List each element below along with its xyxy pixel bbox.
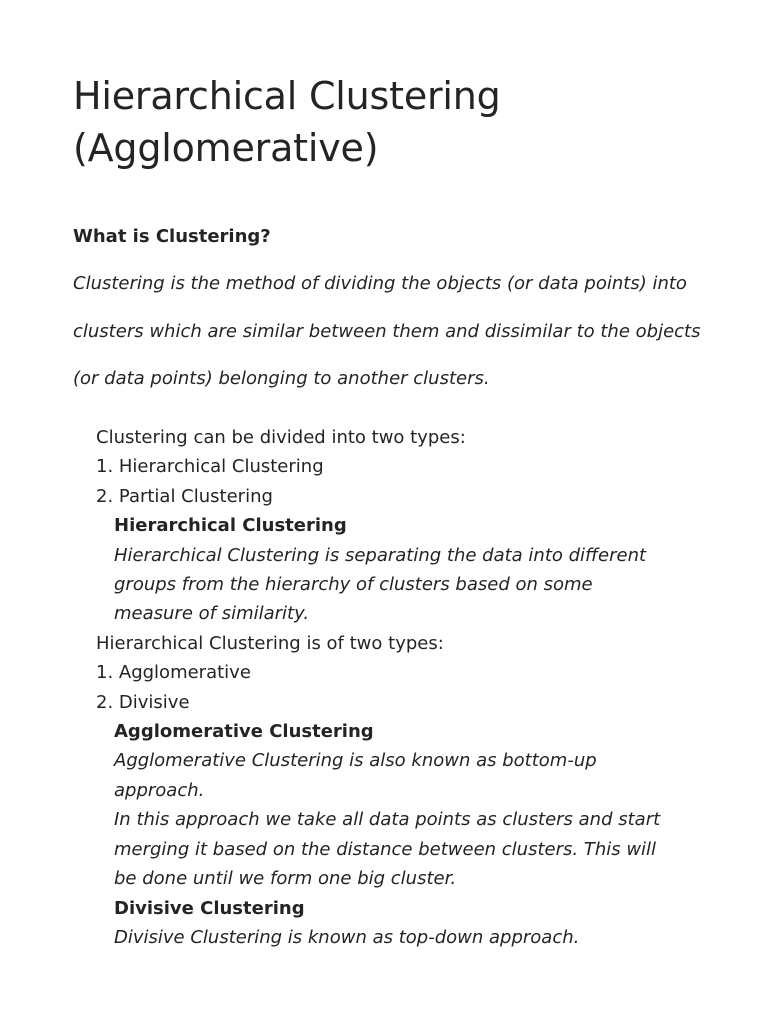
what-is-clustering-heading: What is Clustering? <box>73 226 271 247</box>
agglomerative-description-line: approach. <box>114 779 205 801</box>
types-intro: Clustering can be divided into two types: <box>96 427 466 448</box>
page-title-line-1: Hierarchical Clustering <box>73 74 501 118</box>
definition-line: (or data points) belonging to another clusters. <box>73 368 490 389</box>
agglomerative-description-line: merging it based on the distance between clusters. This will <box>114 838 657 860</box>
hierarchical-description-line: groups from the hierarchy of clusters based on some <box>114 574 593 596</box>
agglomerative-clustering-heading: Agglomerative Clustering <box>114 721 374 743</box>
hierarchical-description-line: measure of similarity. <box>114 603 310 625</box>
definition-line: clusters which are similar between them and dissimilar to the objects <box>73 320 701 342</box>
page-title <box>73 70 713 174</box>
clustering-types-section <box>96 423 716 952</box>
hierarchical-description-line: Hierarchical Clustering is separating the data into different <box>114 544 647 566</box>
list-item-partial: 2. Partial Clustering <box>96 485 273 507</box>
clustering-definition <box>73 260 713 403</box>
hierarchical-clustering-heading: Hierarchical Clustering <box>114 515 347 537</box>
list-item-divisive: 2. Divisive <box>96 691 190 713</box>
list-item-agglomerative: 1. Agglomerative <box>96 662 251 684</box>
definition-line: Clustering is the method of dividing the objects (or data points) into <box>73 273 687 294</box>
agglomerative-description-line: be done until we form one big cluster. <box>114 868 457 890</box>
hierarchical-types-intro: Hierarchical Clustering is of two types: <box>96 632 444 654</box>
agglomerative-description-line: Agglomerative Clustering is also known as bottom-up <box>114 750 597 772</box>
page-title-line-2: (Agglomerative) <box>73 126 379 170</box>
divisive-description-line: Divisive Clustering is known as top-down approach. <box>114 926 580 948</box>
divisive-clustering-heading: Divisive Clustering <box>114 897 305 919</box>
agglomerative-description-line: In this approach we take all data points as clusters and start <box>114 809 661 831</box>
list-item-hierarchical: 1. Hierarchical Clustering <box>96 456 324 478</box>
